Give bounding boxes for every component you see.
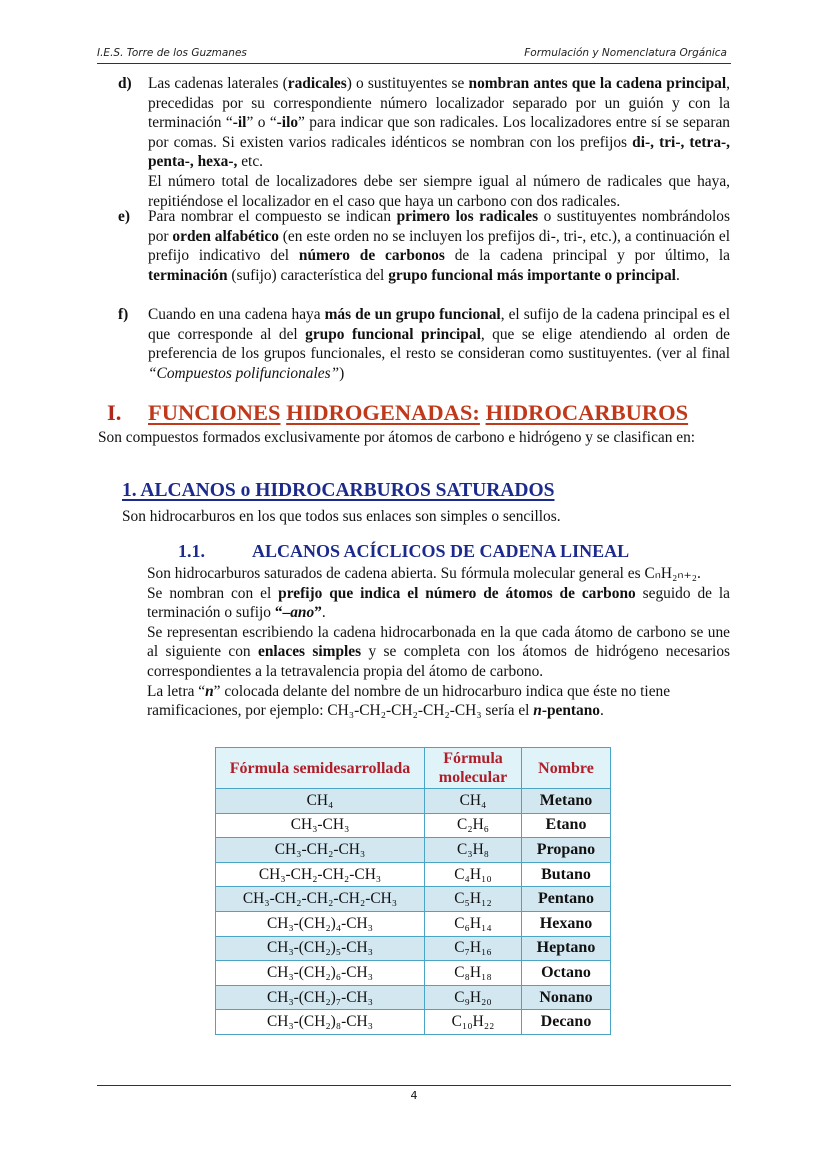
text-run: , precedidas por su correspondiente número localizador separado por un guión y con la terminación “: [148, 75, 730, 132]
cell-molecular: C₃H₈: [425, 838, 522, 863]
text-run: ano: [290, 604, 315, 622]
text-run: radicales: [287, 75, 347, 92]
cell-nombre: Octano: [522, 961, 611, 986]
text-run: Para nombrar el compuesto se indican: [148, 208, 397, 225]
subsubsection-title: ALCANOS ACÍCLICOS DE CADENA LINEAL: [252, 541, 630, 561]
text-run: más de un grupo funcional: [324, 306, 501, 323]
text-run: n: [205, 682, 214, 700]
text-run: de la cadena principal y por último, la: [444, 247, 730, 265]
text-run: grupo funcional más importante o principal: [388, 266, 676, 284]
text-run: , el sufijo de la cadena principal es el que corresponde al del: [148, 306, 730, 343]
text-run: .: [675, 266, 680, 284]
text-run: La letra “: [147, 682, 206, 700]
paragraph: [147, 623, 730, 682]
text-run: número de carbonos: [298, 247, 445, 265]
text-run: (en este orden no se incluyen los prefijos di-, tri-, etc.), a continuación el prefijo indicativo del: [148, 227, 730, 265]
cell-nombre: Etano: [522, 813, 611, 838]
cell-nombre: Heptano: [522, 936, 611, 961]
table-row: [216, 911, 611, 936]
table-row: [216, 1010, 611, 1035]
cell-molecular: C₁₀H₂₂: [425, 1010, 522, 1035]
alkanes-table: [215, 747, 611, 1035]
text-run: Cuando en una cadena haya: [148, 306, 325, 323]
text-run: di-, tri-, tetra-, penta-, hexa-,: [148, 133, 730, 171]
text-run: Las cadenas laterales (: [148, 75, 288, 92]
table-row: [216, 985, 611, 1010]
text-run: ): [339, 364, 345, 382]
table-row: [216, 862, 611, 887]
cell-nombre: Metano: [522, 789, 611, 814]
table-row: [216, 887, 611, 912]
cell-nombre: Nonano: [522, 985, 611, 1010]
subsection-intro: Son hidrocarburos en los que todos sus enlaces son simples o sencillos.: [122, 508, 561, 525]
table-row: [216, 961, 611, 986]
header-subject: Formulación y Nomenclatura Orgánica: [524, 47, 727, 59]
text-run: seguido de la terminación o sufijo: [147, 584, 731, 622]
cell-semidesarrollada: CH₄: [216, 789, 425, 814]
table-row: [216, 789, 611, 814]
list-item-e: [118, 207, 730, 285]
page-header: [97, 47, 731, 64]
cell-molecular: C₂H₆: [425, 813, 522, 838]
page-number: 4: [410, 1089, 418, 1102]
subsection-heading-alcanos: 1. ALCANOS o HIDROCARBUROS SATURADOS: [122, 480, 555, 501]
cell-semidesarrollada: CH₃-(CH₂)₄-CH₃: [216, 911, 425, 936]
header-school: I.E.S. Torre de los Guzmanes: [97, 47, 247, 59]
cell-semidesarrollada: CH₃-CH₂-CH₂-CH₃: [216, 862, 425, 887]
cell-nombre: Hexano: [522, 911, 611, 936]
alcanos-body: [147, 564, 730, 721]
cell-molecular: C₆H₁₄: [425, 911, 522, 936]
text-run: nombran antes que la cadena principal: [468, 75, 727, 92]
table-row: [216, 838, 611, 863]
section-title: [148, 400, 688, 425]
text-run: n: [533, 702, 542, 720]
cell-molecular: C₉H₂₀: [425, 985, 522, 1010]
item-label: f): [118, 306, 129, 323]
table-header-row: [216, 748, 611, 789]
table-row: [216, 813, 611, 838]
text-run: etc.: [237, 153, 263, 171]
text-run: enlaces simples: [258, 643, 362, 661]
cell-nombre: Butano: [522, 862, 611, 887]
paragraph: [147, 564, 730, 584]
text-run: ” o “: [246, 114, 277, 132]
text-run: FUNCIONES: [148, 400, 281, 425]
list-item-d: [118, 74, 730, 211]
text-run: (sufijo) característica del: [227, 266, 389, 284]
text-run: orden alfabético: [172, 227, 279, 245]
header-molecular: Fórmula molecular: [425, 748, 522, 789]
item-text: [148, 305, 730, 383]
text-run: -ilo: [276, 114, 299, 132]
text-run: grupo funcional principal: [305, 325, 481, 343]
text-run: primero los radicales: [396, 208, 539, 225]
text-run: ” para indicar que son radicales. Los localizadores entre sí se separan por comas. Si existen varios radicales idénticos se nombran con los prefijos: [148, 114, 730, 151]
item-label: d): [118, 75, 132, 92]
cell-molecular: CH₄: [425, 789, 522, 814]
text-run: Se representan escribiendo la cadena hidrocarbonada en la que cada átomo de carbono se une al siguiente con: [147, 623, 730, 661]
item-extra-text: El número total de localizadores debe ser siempre igual al número de radicales que haya, repitiéndose el localizador en el caso que haya un carbono con dos radicales.: [148, 172, 730, 210]
item-text: [148, 74, 730, 172]
text-run: HIDROCARBUROS: [485, 400, 689, 425]
cell-molecular: C₄H₁₀: [425, 862, 522, 887]
cell-semidesarrollada: CH₃-(CH₂)₆-CH₃: [216, 961, 425, 986]
text-run: ” colocada delante del nombre de un hidrocarburo indica que éste no tiene ramificaciones, por ejemplo: CH₃-CH₂-CH₂-CH₂-CH₃ sería el: [147, 682, 671, 720]
cell-molecular: C₈H₁₈: [425, 961, 522, 986]
item-text: [148, 207, 730, 285]
table-row: [216, 936, 611, 961]
text-run: ”: [314, 604, 322, 622]
header-nombre: Nombre: [522, 748, 611, 789]
text-run: , que se elige atendiendo al orden de preferencia de los grupos funcionales, el resto se consideran como sustituyentes. (ver al final: [148, 325, 730, 363]
section-intro: Son compuestos formados exclusivamente por átomos de carbono e hidrógeno y se clasifican en:: [98, 429, 696, 446]
list-item-f: [118, 305, 730, 383]
cell-semidesarrollada: CH₃-(CH₂)₅-CH₃: [216, 936, 425, 961]
text-run: “–: [274, 604, 291, 622]
cell-nombre: Pentano: [522, 887, 611, 912]
cell-molecular: C₅H₁₂: [425, 887, 522, 912]
section-number: I.: [107, 400, 122, 425]
text-run: .: [600, 702, 604, 720]
text-run: terminación: [148, 266, 228, 284]
cell-semidesarrollada: CH₃-(CH₂)₇-CH₃: [216, 985, 425, 1010]
text-run: prefijo que indica el número de átomos de carbono: [278, 584, 636, 602]
text-run: y se completa con los átomos de hidrógeno necesarios correspondientes a la tetravalencia propia del átomo de carbono.: [147, 643, 731, 680]
cell-nombre: Decano: [522, 1010, 611, 1035]
text-run: Son hidrocarburos saturados de cadena abierta. Su fórmula molecular general es CₙH₂ₙ₊₂.: [147, 565, 701, 582]
cell-semidesarrollada: CH₃-CH₂-CH₃: [216, 838, 425, 863]
subsubsection-heading: [178, 541, 629, 562]
cell-semidesarrollada: CH₃-CH₂-CH₂-CH₂-CH₃: [216, 887, 425, 912]
text-run: o sustituyentes nombrándolos por: [148, 208, 730, 245]
subsubsection-number: 1.1.: [178, 541, 205, 561]
text-run: HIDROGENADAS:: [286, 400, 480, 425]
text-run: Se nombran con el: [147, 584, 279, 602]
cell-molecular: C₇H₁₆: [425, 936, 522, 961]
cell-semidesarrollada: CH₃-(CH₂)₈-CH₃: [216, 1010, 425, 1035]
header-semidesarrollada: Fórmula semidesarrollada: [216, 748, 425, 789]
section-heading-hidrocarburos: [107, 400, 688, 426]
cell-semidesarrollada: CH₃-CH₃: [216, 813, 425, 838]
paragraph: [147, 584, 730, 623]
text-run: .: [321, 604, 326, 622]
item-label: e): [118, 208, 130, 225]
cell-nombre: Propano: [522, 838, 611, 863]
text-run: “Compuestos polifuncionales”: [148, 364, 340, 382]
footer-rule: [97, 1085, 731, 1086]
text-run: -pentano: [541, 702, 600, 720]
text-run: -il: [232, 114, 247, 132]
paragraph: [147, 682, 730, 721]
text-run: ) o sustituyentes se: [346, 75, 469, 92]
